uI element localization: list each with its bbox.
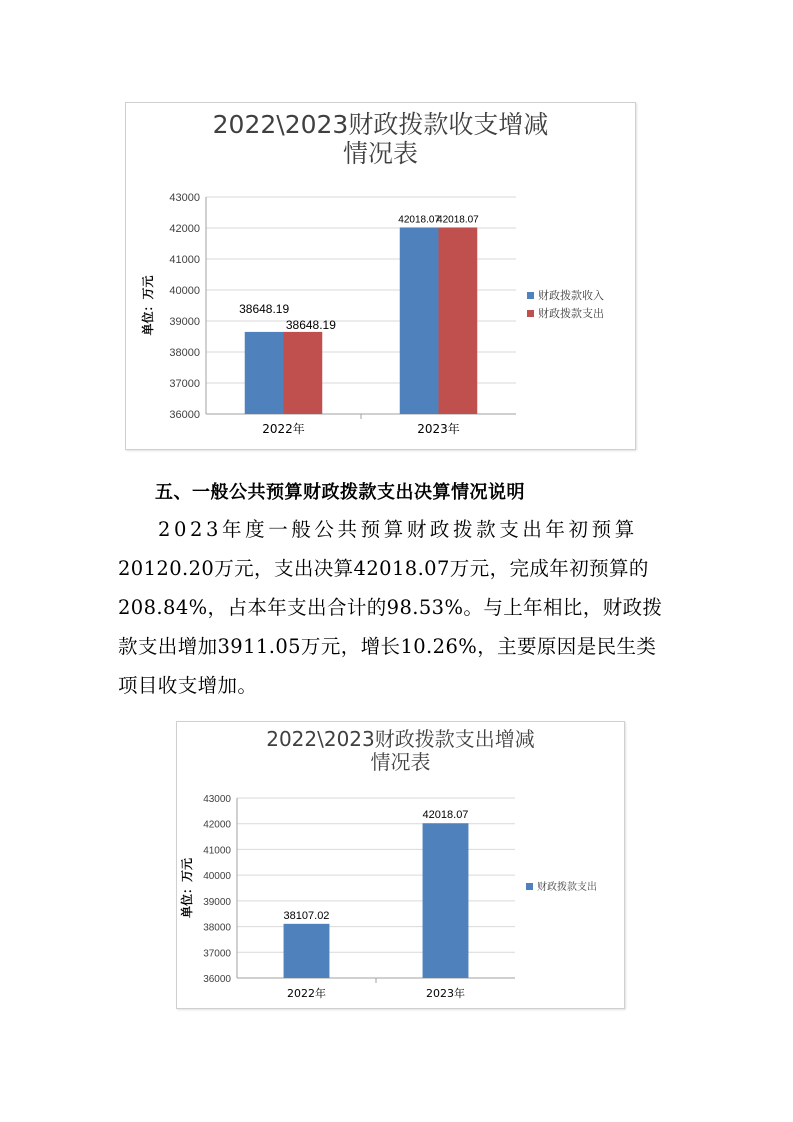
legend-label: 财政拨款支出 — [537, 882, 597, 893]
y-tick-label: 43000 — [203, 794, 231, 805]
paragraph-line: 2023年度一般公共预算财政拨款支出年初预算 — [158, 518, 638, 541]
chart-plot — [126, 103, 635, 449]
y-tick-label: 42000 — [203, 819, 231, 831]
chart-title-line2: 情况表 — [370, 750, 431, 774]
legend-swatch — [527, 292, 534, 299]
paragraph-line: 20120.20万元，支出决算42018.07万元，完成年初预算的 — [118, 557, 649, 580]
bar — [439, 227, 478, 414]
bar — [245, 332, 284, 414]
bar — [284, 332, 323, 414]
y-tick-label: 40000 — [169, 285, 200, 297]
data-label: 42018.07 — [437, 214, 479, 226]
chart-title-line1: 2022\2023财政拨款收支增减 — [212, 110, 549, 139]
bar — [423, 823, 469, 978]
bar — [400, 227, 439, 414]
y-tick-label: 38000 — [169, 347, 200, 359]
chart-income-expense — [125, 102, 636, 450]
y-tick-label: 41000 — [203, 845, 231, 857]
data-label: 38107.02 — [283, 909, 330, 922]
y-tick-label: 37000 — [203, 948, 231, 960]
y-tick-label: 39000 — [169, 316, 200, 328]
legend-label: 财政拨款收入 — [538, 289, 604, 302]
y-tick-label: 36000 — [169, 409, 200, 421]
legend-swatch — [526, 883, 533, 890]
paragraph-line: 项目收支增加。 — [118, 674, 258, 697]
y-tick-label: 40000 — [203, 871, 231, 883]
bar — [284, 924, 330, 978]
chart-expense — [176, 721, 625, 1009]
y-tick-label: 38000 — [203, 922, 231, 934]
y-tick-label: 43000 — [169, 192, 200, 204]
chart-title-line2: 情况表 — [342, 138, 418, 168]
y-tick-label: 36000 — [203, 974, 231, 985]
y-axis-label: 单位：万元 — [180, 857, 194, 919]
y-tick-label: 39000 — [203, 896, 231, 908]
data-label: 42018.07 — [422, 809, 469, 822]
legend-swatch — [527, 310, 534, 317]
data-label: 42018.07 — [398, 214, 440, 226]
y-tick-label: 37000 — [169, 378, 200, 390]
y-tick-label: 41000 — [169, 254, 200, 266]
y-axis-label: 单位：万元 — [141, 275, 155, 336]
chart-plot — [177, 722, 624, 1008]
x-category-label: 2023年 — [417, 422, 460, 436]
data-label: 38648.19 — [285, 317, 336, 332]
paragraph-line: 款支出增加3911.05万元，增长10.26%，主要原因是民生类 — [118, 635, 657, 658]
section-heading: 五、一般公共预算财政拨款支出决算情况说明 — [155, 482, 525, 503]
legend-label: 财政拨款支出 — [538, 307, 604, 320]
data-label: 38648.19 — [239, 301, 290, 316]
chart-title-line1: 2022\2023财政拨款支出增减 — [266, 727, 535, 751]
x-category-label: 2022年 — [262, 422, 305, 436]
x-category-label: 2022年 — [287, 987, 326, 1000]
y-tick-label: 42000 — [169, 223, 200, 235]
paragraph-line: 208.84%，占本年支出合计的98.53%。与上年相比，财政拨 — [118, 596, 663, 619]
x-category-label: 2023年 — [426, 987, 465, 1000]
